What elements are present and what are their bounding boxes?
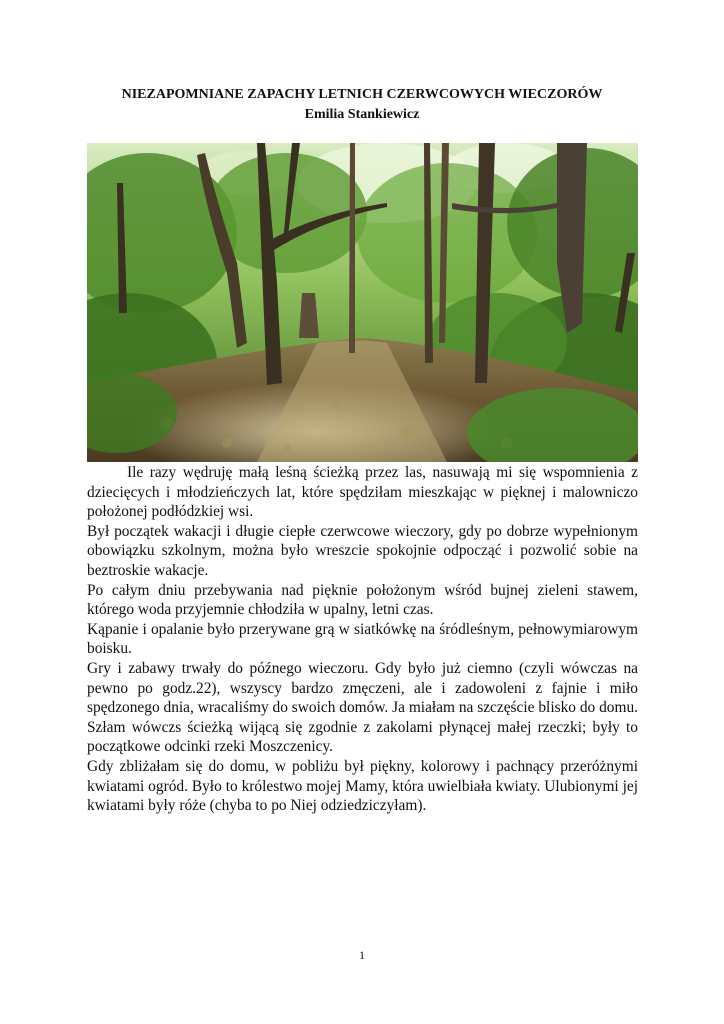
paragraph: Po całym dniu przebywania nad pięknie położonym wśród bujnej zieleni stawem, którego woda przyjemnie chłodziła w upalny, letni czas. <box>87 581 638 619</box>
document-body <box>87 463 638 816</box>
paragraph: Ile razy wędruję małą leśną ścieżką przez las, nasuwają mi się wspomnienia z dziecięcych i młodzieńczych lat, które spędziłam mieszkając w pięknej i malowniczo położonej podłódzkiej wsi. <box>87 464 638 521</box>
paragraph: Kąpanie i opalanie było przerywane grą w siatkówkę na śródleśnym, pełnowymiarowym boisku. <box>87 620 638 658</box>
page-number: 1 <box>359 948 365 962</box>
document-title: NIEZAPOMNIANE ZAPACHY LETNICH CZERWCOWYCH WIECZORÓW <box>121 87 603 102</box>
paragraph: Był początek wakacji i długie ciepłe czerwcowe wieczory, gdy po dobrze wypełnionym obowiązku szkolnym, można było wreszcie spokojnie odpocząć i pozwolić sobie na beztroskie wakacje. <box>87 522 638 579</box>
forest-photo-illustration <box>87 143 638 462</box>
forest-path-photo <box>87 143 638 462</box>
paragraph: Gry i zabawy trwały do późnego wieczoru. Gdy było już ciemno (czyli wówczas na pewno po godz.22), wszyscy bardzo zmęczeni, ale i zadowoleni z fajnie i miło spędzonego dnia, wracaliśmy do swoich domów. Ja miałam na szczęście blisko do domu. Szłam wówczs ścieżką wijącą się zgodnie z zakolami płynącej małej rzeczki; były to początkowe odcinki rzeki Moszczenicy. <box>87 659 638 756</box>
paragraph: Gdy zbliżałam się do domu, w pobliżu był piękny, kolorowy i pachnący przeróżnymi kwiatami ogród. Było to królestwo mojej Mamy, która uwielbiała kwiaty. Ulubionymi jej kwiatami były róże (chyba to po Niej odziedziczyłam). <box>87 757 638 815</box>
document-author: Emilia Stankiewicz <box>304 107 420 122</box>
